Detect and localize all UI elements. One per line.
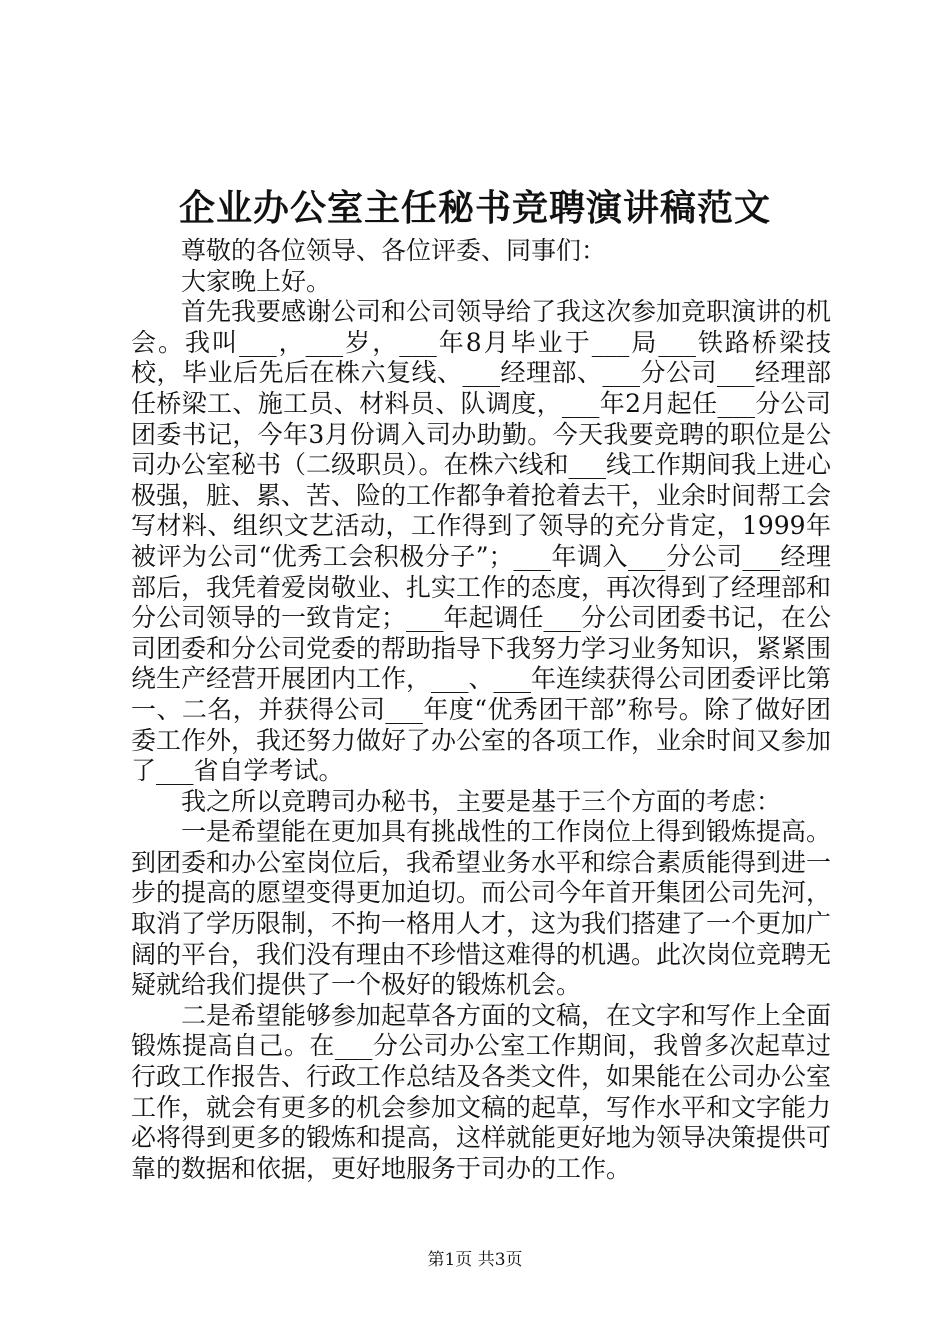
document-title: 企业办公室主任秘书竞聘演讲稿范文 <box>178 187 771 229</box>
paragraph-greeting: 尊敬的各位领导、各位评委、同事们： <box>181 236 607 265</box>
document-body <box>131 236 831 1184</box>
paragraph-reason-one: 一是希望能在更加具有挑战性的工作岗位上得到锻炼提高。到团委和办公室岗位后，我希望业务水平和综合素质能得到进一步的提高的愿望变得更加迫切。而公司今年首开集团公司先河，取消了学历限制，不拘一格用人才，这为我们搭建了一个更加广阔的平台，我们没有理由不珍惜这难得的机遇。此次岗位竞聘无疑就给我们提供了一个极好的锻炼机会。 <box>131 817 832 1000</box>
paragraph-salutation: 大家晚上好。 <box>181 266 332 296</box>
paragraph-reasons-intro: 我之所以竞聘司办秘书，主要是基于三个方面的考虑： <box>181 786 782 816</box>
page-number-footer: 第1页 共3页 <box>427 1250 523 1270</box>
paragraph-introduction: 首先我要感谢公司和公司领导给了我这次参加竞职演讲的机会。我叫___，___岁，___年8月毕业于___局___铁路桥梁技校，毕业后先后在株六复线、___经理部、___分公司___经理部任桥梁工、施工员、材料员、队调度，___年2月起任___分公司团委书记，今年3月份调入司办助勤。今天我要竞聘的职位是公司办公室秘书（二级职员）。在株六线和___线工作期间我上进心极强，脏、累、苦、险的工作都争着抢着去干，业余时间帮工会写材料、组织文艺活动，工作得到了领导的充分肯定，1999年被评为公司“优秀工会积极分子”；___年调入___分公司___经理部后，我凭着爱岗敬业、扎实工作的态度，再次得到了经理部和分公司领导的一致肯定；___年起调任___分公司团委书记，在公司团委和分公司党委的帮助指导下我努力学习业务知识，紧紧围绕生产经营开展团内工作，___、___年连续获得公司团委评比第一、二名，并获得公司___年度“优秀团干部”称号。除了做好团委工作外，我还努力做好了办公室的各项工作，业余时间又参加了___省自学考试。 <box>131 297 832 786</box>
paragraph-reason-two: 二是希望能够参加起草各方面的文稿，在文字和写作上全面锻炼提高自己。在___分公司办公室工作期间，我曾多次起草过行政工作报告、行政工作总结及各类文件，如果能在公司办公室工作，就会有更多的机会参加文稿的起草，写作水平和文字能力必将得到更多的锻炼和提高，这样就能更好地为领导决策提供可靠的数据和依据，更好地服务于司办的工作。 <box>131 1000 832 1183</box>
